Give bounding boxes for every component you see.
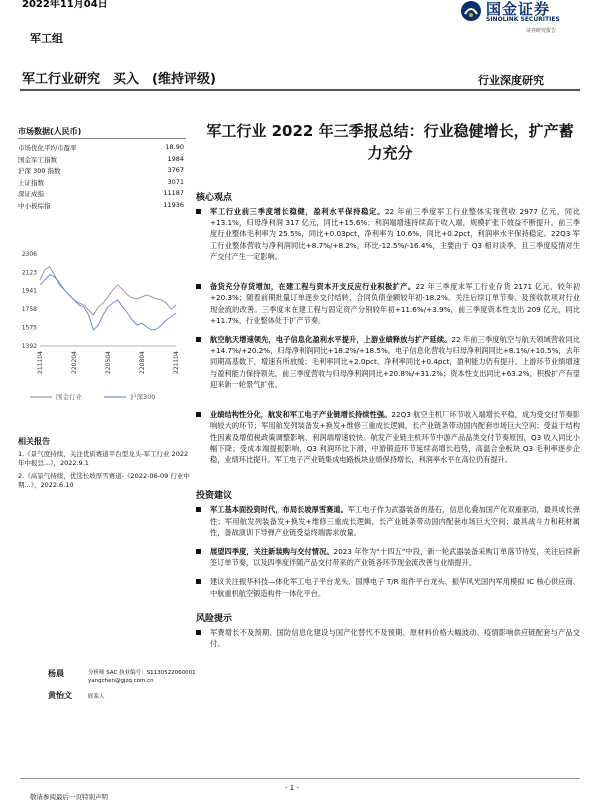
paragraph-text: 22 年前三季度航空与航天领域营收同比+14.7%/+20.2%，归母净利润同比+18.2%/+18.5%。电子信息化营收与归母净利润同比+8.1%/+10.5%，去年同期高基数下，增速有所放缓；毛利率同比+2.0pct、净利率同比+0.4pct，盈利能力仍有提升。上游环节业绩增速与盈利能力保持领先，前三季度营收与归母净利润同比+20.8%/+31.2%；资本性支出同比+63.2%，积极扩产有望迎来新一轮景气扩张。 [210,335,580,389]
y-tick-label: 1941 [21,287,37,295]
market-row-value: 3767 [167,166,184,174]
market-row-label: 沪深 300 指数 [18,167,61,175]
legend-series-2: 沪深300 [130,393,156,401]
analyst-email: yangchen@gjzq.com.cn [88,678,154,684]
bullet-icon [196,549,201,554]
bullet-icon [196,412,201,417]
market-row-label: 上证指数 [18,178,44,187]
bullet-paragraph [196,504,580,538]
related-report-1: 1.《景气度持续，关注优质赛道平台型龙头-军工行业 2022 年中报总...》，2022.9.1 [18,450,189,467]
y-tick-label: 1575 [21,324,37,332]
y-tick-label: 1758 [21,306,37,314]
paragraph-text: 2023 年作为“十四五”中段，新一轮武器装备采购订单落节待发，关注后续新签订单节奏，以及四季度伴随产品交付带来的产业链各环节现金流改善与业绩提升。 [210,547,580,568]
section-heading: 投资建议 [196,491,233,502]
x-tick-label: 221104 [173,351,180,374]
y-tick-label: 2123 [21,269,37,277]
bullet-paragraph [196,576,580,598]
market-row [18,189,184,198]
analyst-name: 杨晨 [48,669,64,678]
x-tick-label: 211104 [37,351,44,374]
bullet-icon [196,209,201,214]
section-heading: 核心观点 [196,193,233,203]
bullet-icon [196,284,201,289]
market-row-label: 深证成指 [18,190,44,198]
market-row-value: 1984 [167,154,184,163]
bullet-paragraph [196,206,580,262]
paragraph-text: 建议关注振华科技—体化军工电子平台龙头、国博电子 T/R 组件平台龙头、振华风光国内军用模拟 IC 核心供应商、中航重机航空锻造构件一体化平台。 [210,577,580,598]
related-report-2: 2.《高景气持续，优选长坡厚雪赛道-《2022-06-09 行业中期...》，2022.6.10 [18,472,190,489]
report-date: 2022年11月04日 [22,0,108,10]
legend-series-1: 国金行业 [56,393,82,401]
logo-mark-icon [460,0,482,22]
contact-label: 联系人 [88,694,105,700]
logo-cn: 国金证券 [486,0,551,18]
paragraph-lead: 业绩结构性分化，航发和军工电子产业链增长持续性强。 [210,410,392,420]
x-tick-label: 220804 [139,351,146,374]
section-heading: 风险提示 [196,613,233,624]
disclaimer-note: 敬请参阅最后一页特别声明 [30,793,108,800]
y-tick-label: 2306 [21,251,37,258]
market-row-value: 11187 [163,189,184,197]
bullet-paragraph [196,546,580,568]
bullet-paragraph [196,334,580,390]
report-title: 军工行业 2022 年三季报总结：行业稳健增长，扩产蓄力充分 [206,122,574,162]
market-row [18,201,184,210]
market-row [18,166,184,175]
bullet-icon [196,579,201,584]
paragraph-text: 军工电子作为武器装备的基石，信息化叠加国产化双重驱动，最具成长弹性；军用航发列装备发+换发+维修三重成长逻辑，长产业链条带动国内配套市场巨大空间；最具战斗力和耗材属性，备战演训下导弹产业链受益终端需求放量。 [210,505,580,537]
market-row [18,143,184,152]
bullet-icon [196,630,201,635]
chart-legend [30,392,155,401]
market-row-label: 国金军工指数 [18,155,57,164]
x-tick-label: 220504 [105,351,112,374]
report-type: 军工行业研究 买入 (维持评级) [22,72,216,87]
market-row-value: 11936 [163,200,184,209]
market-divider [18,138,186,139]
page-number: - 1 - [285,784,299,792]
paragraph-lead: 军工行业前三季度增长稳健，盈利水平保持稳定。 [210,207,386,216]
paragraph-lead: 军工基本面投资时代，布局长坡厚雪赛道。 [210,505,348,515]
analyst-cert: 分析师 SAC 执业编号：S1130522060001 [88,670,196,676]
bullet-icon [196,337,201,342]
y-tick-label: 1392 [21,343,37,350]
bullet-paragraph [196,627,580,649]
logo-sub: 证券研究报告 [526,28,557,34]
x-tick-label: 220204 [71,351,78,374]
market-row-label: 市场优化平均市盈率 [18,144,77,152]
contact-name: 黄怡文 [48,691,72,700]
bullet-icon [196,507,201,512]
paragraph-text: 22 年三季度末军工行业存货 2171 亿元，较年初+20.3%；随着前期批量订单逐步交付结转，合同负债金额较年初-18.2%。关注后续订单节奏、及预收款项对行业现金流的改善。三季度末在建工程与固定资产分别较年初+11.6%/+3.9%，前三季度资本性支出 209 亿元，同比+11.7%，行业整体处于扩产节奏。 [210,282,580,325]
logo-en: SINOLINK SECURITIES [486,16,560,23]
paragraph-lead: 展望四季度，关注新装购与交付情况。 [210,547,334,556]
market-row [18,178,184,187]
footer-divider [20,778,580,779]
paragraph-text: 军费增长不及预期、国防信息化建设与国产化替代不及预期、原材料价格大幅波动、疫情影响供应链配套与产品交付。 [210,627,580,648]
paragraph-text: 22 年前三季度军工行业整体实现营收 2977 亿元，同比+13.1%，归母净利润 317 亿元，同比+15.6%；利润端增速持续高于收入端，规模扩张下效益不断提升。前三季度行业整体毛利率为 25.5%，同比+0.03pct，净利率为 10.6%，同比+0.2pct，利润率水平保持稳定。22Q3 军工行业整体营收与净利润同比+8.7%/+8.2%，环比-12.5%/-16.4%，主要由于 Q3 相对淡季，且三季度疫情对生产交付产生一定影响。 [210,207,580,261]
bullet-paragraph [196,409,580,465]
sector-label: 军工组 [30,32,63,45]
market-row [18,155,184,164]
paragraph-lead: 航空航天增速领先，电子信息化盈利水平提升，上游业绩释放与扩产延续。 [210,335,452,344]
market-row-value: 3071 [167,177,184,186]
market-row-value: 18.90 [165,143,184,151]
bullet-paragraph [196,281,580,326]
paragraph-lead: 备货充分存货增加，在建工程与资本开支反应行业积极扩产。 [210,282,416,292]
market-data-title: 市场数据(人民币) [18,127,82,136]
series-line-2 [40,275,176,330]
related-reports-title: 相关报告 [18,437,50,446]
sinolink-logo [460,0,580,36]
market-row-label: 中小板综指 [18,201,51,210]
paragraph-text: 22Q3 航空主机厂环节收入端增长平稳，成为受交付节奏影响较大的环节；军用航发列装备发+换发+维修三重成长逻辑，长产业链条带动国内配套市场巨大空间；受益于结构性因素及增值税政策调整影响，利润端增速较快。航发产业链主机环节中游产品品类交付节奏原因，Q3 收入同比小幅下降；受成本端提振影响，Q3 利润环比下滑，中游锻造环节延续高增长趋势，高温合金板块 Q3 毛利率逐步企稳，业绩环比提升。军工电子产业链集成电路板块业绩保持增长，利润率水平在高位仍有提升。 [210,410,580,464]
index-line-chart [18,248,188,383]
report-category: 行业深度研究 [478,74,544,87]
